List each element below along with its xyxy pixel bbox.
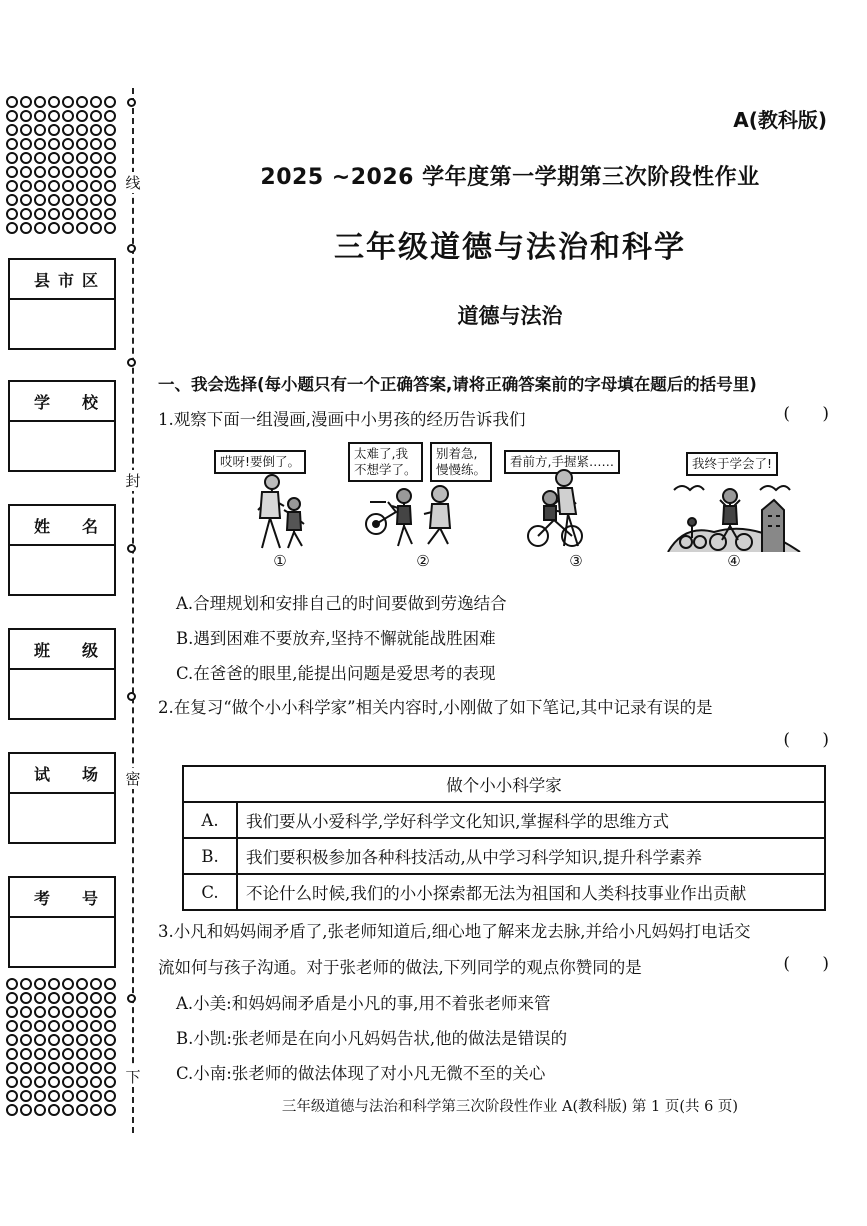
binding-hole [48,1048,60,1060]
binding-hole [90,1076,102,1088]
binding-hole [76,1048,88,1060]
binding-hole [34,1062,46,1074]
binding-hole-row [6,208,124,222]
binding-hole [76,1006,88,1018]
binding-hole [48,1076,60,1088]
binding-hole [62,1104,74,1116]
binding-hole [76,124,88,136]
binding-hole [20,138,32,150]
field-county [8,258,116,350]
binding-hole [6,138,18,150]
binding-hole [90,978,102,990]
cut-char-xia: 下 [125,1068,141,1086]
binding-hole [20,1006,32,1018]
binding-hole [20,180,32,192]
binding-hole [104,1076,116,1088]
cut-char-feng: 封 [125,472,141,490]
binding-hole [62,194,74,206]
binding-hole-row [6,1090,124,1104]
binding-hole-row [6,1006,124,1020]
binding-hole [62,1062,74,1074]
binding-hole [90,1020,102,1032]
binding-hole [104,180,116,192]
comic-illustration [502,440,650,552]
question-1-stem: 1.观察下面一组漫画,漫画中小男孩的经历告诉我们 [158,410,526,429]
page-footer: 三年级道德与法治和科学第三次阶段性作业 A(教科版) 第 1 页(共 6 页) [281,1099,739,1115]
question-3-option-a[interactable]: A.小美:和妈妈闹矛盾是小凡的事,用不着张老师来管 [176,994,551,1013]
binding-hole [62,208,74,220]
notes-table [182,765,826,911]
binding-hole [6,110,18,122]
binding-hole [6,1090,18,1102]
binding-hole-row [6,992,124,1006]
table-row-key: A. [183,802,237,838]
binding-hole [34,992,46,1004]
binding-hole [90,1006,102,1018]
field-exam-number-label-a: 考 [34,888,51,908]
field-school-blank[interactable] [10,422,114,470]
binding-hole [104,1020,116,1032]
binding-hole [90,1034,102,1046]
binding-hole [62,1090,74,1102]
binding-hole [34,1006,46,1018]
binding-hole [62,1006,74,1018]
binding-hole [76,110,88,122]
comic-panel-4 [664,440,804,570]
binding-holes-top [6,96,124,236]
binding-hole-row [6,194,124,208]
cut-char-xian: 线 [125,174,141,192]
binding-hole [20,208,32,220]
binding-hole [62,992,74,1004]
binding-hole [6,124,18,136]
binding-hole [34,194,46,206]
binding-hole-row [6,1020,124,1034]
panel-number: ① [273,552,287,570]
binding-hole [90,166,102,178]
binding-hole [104,96,116,108]
table-row-text: 我们要积极参加各种科技活动,从中学习科学知识,提升科学素养 [237,838,825,874]
binding-hole [76,1076,88,1088]
binding-hole [6,180,18,192]
binding-hole [90,152,102,164]
binding-hole [48,166,60,178]
field-school-label-c: 校 [81,392,98,412]
binding-hole [6,96,18,108]
cut-dot [127,358,136,367]
binding-hole [34,124,46,136]
comic-panel-3 [502,440,650,570]
binding-hole [76,194,88,206]
binding-hole [90,194,102,206]
question-1-option-c[interactable]: C.在爸爸的眼里,能提出问题是爱思考的表现 [176,664,496,683]
field-class-label-c: 级 [81,640,98,660]
binding-hole [76,1104,88,1116]
binding-hole-row [6,1104,124,1118]
binding-hole [34,110,46,122]
binding-hole [62,978,74,990]
binding-hole [48,152,60,164]
binding-hole [62,1034,74,1046]
question-1-option-a[interactable]: A.合理规划和安排自己的时间要做到劳逸结合 [176,594,507,613]
binding-hole [20,978,32,990]
binding-hole [48,1104,60,1116]
binding-hole [62,124,74,136]
binding-hole [34,180,46,192]
panel-number: ③ [569,552,583,570]
speech-bubble: 我终于学会了! [686,452,778,476]
binding-hole [34,978,46,990]
binding-hole-row [6,166,124,180]
binding-hole [6,222,18,234]
binding-hole [62,96,74,108]
binding-hole [76,166,88,178]
binding-hole [62,152,74,164]
panel-number: ④ [727,552,741,570]
binding-hole [62,110,74,122]
cut-dot [127,692,136,701]
binding-hole-row [6,152,124,166]
field-exam-number-blank[interactable] [10,918,114,966]
subject-heading: 道德与法治 [457,304,563,328]
binding-hole [48,180,60,192]
binding-hole [76,138,88,150]
binding-hole [48,138,60,150]
binding-hole [104,138,116,150]
binding-hole [34,152,46,164]
binding-hole [20,992,32,1004]
binding-hole [6,194,18,206]
notes-table-header: 做个小小科学家 [183,766,825,802]
cut-dot [127,244,136,253]
field-class-blank[interactable] [10,670,114,718]
table-row [183,838,825,874]
binding-hole [20,1020,32,1032]
binding-hole [20,1034,32,1046]
binding-hole [62,222,74,234]
binding-hole [76,1062,88,1074]
binding-hole [90,180,102,192]
cut-dot [127,994,136,1003]
binding-hole [20,1090,32,1102]
field-class [8,628,116,720]
notes-table-header-row [183,766,825,802]
binding-hole [104,124,116,136]
binding-hole [90,138,102,150]
field-exam-room-blank[interactable] [10,794,114,842]
answer-paren-q2[interactable]: ( ) [783,730,829,750]
binding-hole-row [6,124,124,138]
binding-hole [62,138,74,150]
binding-hole [76,96,88,108]
binding-hole [62,1020,74,1032]
binding-hole [6,1076,18,1088]
speech-bubble-left: 太难了,我 不想学了。 [348,442,423,482]
binding-hole [6,1020,18,1032]
binding-hole [104,992,116,1004]
binding-hole [104,194,116,206]
binding-hole [90,1048,102,1060]
binding-hole-row [6,110,124,124]
binding-hole [20,166,32,178]
binding-hole [104,152,116,164]
field-name-label-c: 名 [81,516,98,536]
binding-hole [90,222,102,234]
table-row-key: C. [183,874,237,910]
field-county-label-a: 县 [34,270,51,290]
cut-dot [127,98,136,107]
table-row [183,802,825,838]
binding-hole [104,1090,116,1102]
table-row-text: 不论什么时候,我们的小小探索都无法为祖国和人类科技事业作出贡献 [237,874,825,910]
binding-hole [104,1048,116,1060]
binding-hole [48,1062,60,1074]
question-1-option-b[interactable]: B.遇到困难不要放弃,坚持不懈就能战胜困难 [176,629,496,648]
binding-hole [20,152,32,164]
field-county-label-b: 市 [57,270,74,290]
binding-hole [34,1090,46,1102]
edition-label: A(教科版) [733,108,827,132]
table-row-text: 我们要从小爱科学,学好科学文化知识,掌握科学的思维方式 [237,802,825,838]
binding-hole-row [6,1048,124,1062]
field-name [8,504,116,596]
field-class-label-a: 班 [34,640,51,660]
binding-hole [76,152,88,164]
binding-hole [104,978,116,990]
binding-hole [6,208,18,220]
binding-hole [34,138,46,150]
binding-hole [104,166,116,178]
answer-paren-q3[interactable]: ( ) [783,954,829,974]
binding-hole [90,124,102,136]
binding-hole [76,978,88,990]
comic-illustration [664,440,804,552]
binding-hole [48,992,60,1004]
binding-hole [20,222,32,234]
binding-hole [6,1034,18,1046]
field-school-label-a: 学 [34,392,51,412]
binding-hole [6,992,18,1004]
binding-hole [20,1048,32,1060]
binding-hole [48,1006,60,1018]
binding-hole-row [6,222,124,236]
binding-hole-row [6,180,124,194]
binding-hole [48,222,60,234]
binding-hole [6,1006,18,1018]
question-3-option-c[interactable]: C.小南:张老师的做法体现了对小凡无微不至的关心 [176,1064,546,1083]
answer-paren-q1[interactable]: ( ) [783,404,829,424]
binding-hole [48,96,60,108]
binding-hole-row [6,1034,124,1048]
binding-hole [76,208,88,220]
binding-hole [62,1076,74,1088]
binding-hole [90,1062,102,1074]
binding-hole [48,124,60,136]
field-county-label-c: 区 [81,270,98,290]
binding-hole [104,110,116,122]
table-row-key: B. [183,838,237,874]
binding-hole [90,208,102,220]
field-exam-room [8,752,116,844]
binding-hole [6,978,18,990]
binding-hole [76,1034,88,1046]
binding-hole [104,1034,116,1046]
binding-hole [20,1076,32,1088]
speech-bubble-right: 别着急, 慢慢练。 [430,442,492,482]
binding-hole [34,1104,46,1116]
field-name-blank[interactable] [10,546,114,594]
binding-hole [62,180,74,192]
comic-panel-1 [210,440,350,570]
binding-hole [90,1090,102,1102]
binding-hole [6,1048,18,1060]
binding-hole [48,1034,60,1046]
binding-hole [104,1062,116,1074]
binding-hole [6,152,18,164]
binding-hole [48,978,60,990]
binding-hole [104,222,116,234]
binding-hole [104,208,116,220]
speech-bubble: 看前方,手握紧…… [504,450,620,474]
field-name-label-a: 姓 [34,516,51,536]
binding-hole-row [6,1062,124,1076]
cut-char-mi: 密 [125,770,141,788]
binding-hole [76,222,88,234]
table-row [183,874,825,910]
exam-subtitle: 三年级道德与法治和科学 [334,230,686,265]
question-2-stem: 2.在复习“做个小小科学家”相关内容时,小刚做了如下笔记,其中记录有误的是 [158,698,713,717]
binding-hole [34,1076,46,1088]
binding-hole [20,96,32,108]
comic-panel-2 [348,440,498,570]
binding-hole-row [6,138,124,152]
binding-hole [34,166,46,178]
binding-hole [20,1104,32,1116]
panel-number: ② [416,552,430,570]
binding-hole [20,1062,32,1074]
question-3-stem-line-1: 3.小凡和妈妈闹矛盾了,张老师知道后,细心地了解来龙去脉,并给小凡妈妈打电话交 [158,922,751,941]
binding-hole [90,1104,102,1116]
binding-hole [34,1034,46,1046]
binding-hole [90,992,102,1004]
binding-hole [34,1048,46,1060]
section-heading: 一、我会选择(每小题只有一个正确答案,请将正确答案前的字母填在题后的括号里) [158,375,757,394]
field-exam-number [8,876,116,968]
binding-hole [6,1062,18,1074]
comic-illustration [210,440,350,550]
binding-hole [62,166,74,178]
binding-hole [90,110,102,122]
field-school [8,380,116,472]
cut-dot [127,544,136,553]
binding-hole [76,1090,88,1102]
binding-hole [104,1006,116,1018]
binding-hole [48,110,60,122]
binding-hole [6,1104,18,1116]
binding-hole [34,222,46,234]
binding-hole [62,1048,74,1060]
binding-hole [20,194,32,206]
binding-hole [48,1020,60,1032]
binding-hole-row [6,1076,124,1090]
binding-hole [76,992,88,1004]
field-county-blank[interactable] [10,300,114,348]
binding-hole [76,180,88,192]
speech-bubble: 哎呀!要倒了。 [214,450,306,474]
question-3-option-b[interactable]: B.小凯:张老师是在向小凡妈妈告状,他的做法是错误的 [176,1029,568,1048]
binding-hole [34,208,46,220]
binding-hole [20,124,32,136]
binding-hole [90,96,102,108]
binding-hole [76,1020,88,1032]
binding-hole [48,208,60,220]
comic-illustration [348,440,498,552]
binding-hole-row [6,978,124,992]
binding-hole [48,1090,60,1102]
binding-hole [34,96,46,108]
binding-hole-row [6,96,124,110]
binding-hole [6,166,18,178]
field-exam-room-label-c: 场 [81,764,98,784]
binding-holes-bottom [6,978,124,1118]
exam-title: 2025 ~2026 学年度第一学期第三次阶段性作业 [260,165,760,190]
binding-hole [34,1020,46,1032]
field-exam-number-label-c: 号 [81,888,98,908]
question-3-stem-line-2: 流如何与孩子沟通。对于张老师的做法,下列同学的观点你赞同的是 [158,958,642,977]
field-exam-room-label-a: 试 [34,764,51,784]
binding-hole [104,1104,116,1116]
binding-hole [20,110,32,122]
binding-hole [48,194,60,206]
